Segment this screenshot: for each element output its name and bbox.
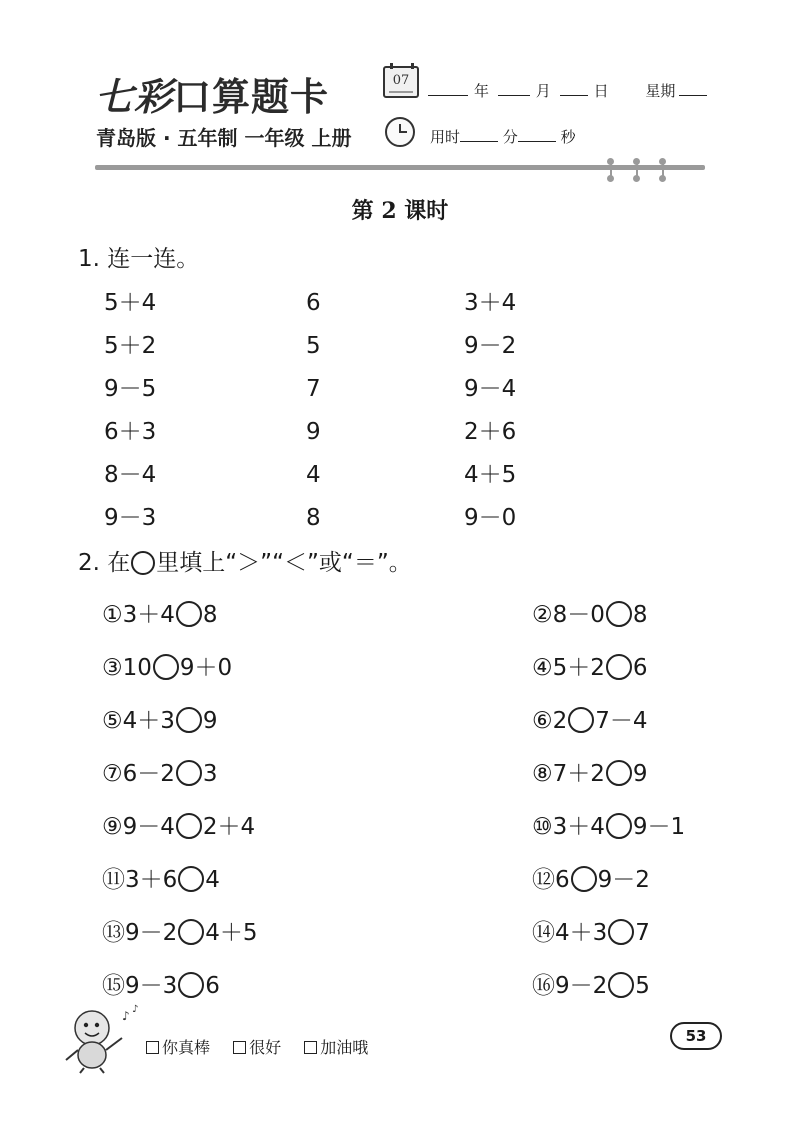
question-right: 8 — [202, 602, 218, 628]
year-label: 年 — [474, 82, 490, 100]
second-label: 秒 — [560, 128, 576, 146]
compare-question — [102, 914, 258, 947]
rating-label: 很好 — [249, 1038, 282, 1057]
compare-question — [532, 808, 685, 841]
question-right: 9－2 — [597, 867, 650, 893]
question-left: 9－4 — [122, 814, 175, 840]
answer-circle[interactable] — [571, 866, 597, 892]
compare-question — [532, 702, 648, 735]
question-left: 8－0 — [552, 602, 605, 628]
match-right-item[interactable]: 4＋5 — [464, 462, 517, 488]
match-middle-column — [306, 282, 321, 540]
month-label: 月 — [535, 82, 551, 100]
question-left: 5＋2 — [552, 655, 605, 681]
question-number: ① — [102, 602, 123, 628]
compare-question — [532, 914, 650, 947]
checkbox-icon[interactable] — [146, 1041, 159, 1054]
question-right: 9 — [632, 761, 648, 787]
checkbox-icon[interactable] — [233, 1041, 246, 1054]
rating-option-keep-going[interactable] — [304, 1038, 368, 1057]
answer-circle[interactable] — [178, 866, 204, 892]
answer-circle[interactable] — [176, 760, 202, 786]
answer-circle[interactable] — [608, 972, 634, 998]
rating-option-great[interactable] — [146, 1038, 210, 1057]
cartoon-mascot-icon — [62, 1000, 144, 1074]
compare-question — [102, 861, 220, 894]
brand-title — [95, 66, 329, 121]
section2-title-suffix: 里填上“＞”“＜”或“＝”。 — [156, 550, 412, 576]
circle-icon — [131, 551, 155, 575]
answer-circle[interactable] — [178, 972, 204, 998]
question-left: 9－2 — [555, 973, 608, 999]
match-left-item[interactable]: 5＋2 — [104, 333, 157, 359]
match-middle-item[interactable]: 7 — [306, 376, 321, 402]
question-right: 6 — [205, 973, 220, 999]
answer-circle[interactable] — [176, 813, 202, 839]
question-right: 7－4 — [595, 708, 648, 734]
answer-circle[interactable] — [176, 707, 202, 733]
compare-question — [532, 755, 648, 788]
question-number: ⑦ — [102, 761, 123, 787]
compare-question — [532, 649, 648, 682]
question-number: ③ — [102, 655, 123, 681]
compare-question — [102, 702, 218, 735]
question-left: 9－3 — [125, 973, 178, 999]
compare-question — [102, 808, 255, 841]
day-label: 日 — [593, 82, 609, 100]
weekday-blank[interactable] — [679, 81, 707, 96]
match-middle-item[interactable]: 5 — [306, 333, 321, 359]
question-number: ⑥ — [532, 708, 553, 734]
question-right: 2＋4 — [202, 814, 256, 840]
checkbox-icon[interactable] — [304, 1041, 317, 1054]
time-fields — [430, 126, 576, 147]
svg-text:♪: ♪ — [132, 1004, 139, 1015]
answer-circle[interactable] — [606, 760, 632, 786]
question-left: 7＋2 — [552, 761, 605, 787]
question-number: ② — [532, 602, 553, 628]
weekday-label: 星期 — [645, 82, 676, 100]
compare-question — [102, 596, 218, 629]
compare-question — [532, 967, 650, 1000]
binder-clip-icon — [633, 158, 640, 182]
brand-title-first: 七彩 — [95, 74, 174, 119]
question-number: ⑩ — [532, 814, 553, 840]
match-middle-item[interactable]: 8 — [306, 505, 321, 531]
question-right: 9－1 — [632, 814, 686, 840]
match-left-item[interactable]: 5＋4 — [104, 290, 157, 316]
question-number: ⑨ — [102, 814, 123, 840]
rating-options — [146, 1035, 386, 1058]
compare-question — [102, 967, 220, 1000]
question-right: 8 — [632, 602, 648, 628]
answer-circle[interactable] — [606, 654, 632, 680]
match-middle-item[interactable]: 9 — [306, 419, 321, 445]
question-right: 9＋0 — [179, 655, 233, 681]
section2-title-prefix: 2. 在 — [78, 550, 131, 576]
match-right-item[interactable]: 9－0 — [464, 505, 517, 531]
answer-circle[interactable] — [606, 813, 632, 839]
match-middle-item[interactable]: 4 — [306, 462, 321, 488]
question-number: ⑭ — [532, 920, 555, 946]
answer-circle[interactable] — [568, 707, 594, 733]
day-blank[interactable] — [560, 81, 588, 96]
compare-question — [532, 861, 650, 894]
rating-option-good[interactable] — [233, 1038, 281, 1057]
binder-clip-icon — [607, 158, 614, 182]
date-fields — [428, 80, 707, 101]
question-right: 4 — [205, 867, 220, 893]
question-left: 6－2 — [122, 761, 175, 787]
match-right-item[interactable]: 2＋6 — [464, 419, 517, 445]
match-right-column — [464, 282, 516, 540]
question-left: 4＋3 — [122, 708, 175, 734]
time-label: 用时 — [430, 128, 461, 146]
question-left: 6 — [555, 867, 570, 893]
calendar-icon — [383, 66, 419, 98]
answer-circle[interactable] — [178, 919, 204, 945]
brand-title-rest: 口算题卡 — [173, 74, 330, 119]
question-number: ⑯ — [532, 973, 555, 999]
answer-circle[interactable] — [608, 919, 634, 945]
page-number: 53 — [670, 1022, 722, 1050]
question-right: 7 — [635, 920, 650, 946]
section1-title: 1. 连一连。 — [78, 246, 200, 272]
minute-label: 分 — [502, 128, 518, 146]
question-left: 3＋4 — [122, 602, 175, 628]
rating-label: 你真棒 — [162, 1038, 211, 1057]
question-number: ⑧ — [532, 761, 553, 787]
month-blank[interactable] — [498, 81, 530, 96]
match-right-item[interactable]: 3＋4 — [464, 290, 517, 316]
match-left-item[interactable]: 8－4 — [104, 462, 157, 488]
match-left-column — [104, 282, 156, 540]
compare-question — [102, 649, 232, 682]
year-blank[interactable] — [428, 81, 468, 96]
question-left: 10 — [122, 655, 152, 681]
clock-icon — [385, 117, 415, 147]
question-number: ⑮ — [102, 973, 125, 999]
question-number: ⑪ — [102, 867, 125, 893]
answer-circle[interactable] — [176, 601, 202, 627]
edition-label: 青岛版 · 五年制 一年级 上册 — [96, 126, 352, 150]
svg-text:♪: ♪ — [122, 1009, 130, 1023]
question-number: ④ — [532, 655, 553, 681]
question-number: ⑫ — [532, 867, 555, 893]
rating-label: 加油哦 — [320, 1038, 369, 1057]
match-right-item[interactable]: 9－4 — [464, 376, 517, 402]
binder-clip-icon — [659, 158, 666, 182]
question-left: 3＋6 — [125, 867, 178, 893]
question-right: 5 — [635, 973, 650, 999]
calendar-number: 07 — [392, 73, 410, 88]
section2-title — [78, 544, 412, 577]
question-left: 9－2 — [125, 920, 178, 946]
question-number: ⑬ — [102, 920, 125, 946]
question-right: 6 — [632, 655, 648, 681]
question-right: 3 — [202, 761, 218, 787]
question-left: 3＋4 — [552, 814, 605, 840]
match-left-item[interactable]: 6＋3 — [104, 419, 157, 445]
compare-question — [102, 755, 218, 788]
answer-circle[interactable] — [606, 601, 632, 627]
lesson-title: 第 2 课时 — [351, 198, 449, 224]
question-right: 9 — [202, 708, 218, 734]
second-blank[interactable] — [518, 127, 556, 142]
minute-blank[interactable] — [460, 127, 498, 142]
question-number: ⑤ — [102, 708, 123, 734]
match-middle-item[interactable]: 6 — [306, 290, 321, 316]
question-right: 4＋5 — [205, 920, 258, 946]
match-left-item[interactable]: 9－5 — [104, 376, 157, 402]
question-left: 2 — [552, 708, 568, 734]
match-right-item[interactable]: 9－2 — [464, 333, 517, 359]
match-left-item[interactable]: 9－3 — [104, 505, 157, 531]
question-left: 4＋3 — [555, 920, 608, 946]
answer-circle[interactable] — [153, 654, 179, 680]
compare-question — [532, 596, 648, 629]
